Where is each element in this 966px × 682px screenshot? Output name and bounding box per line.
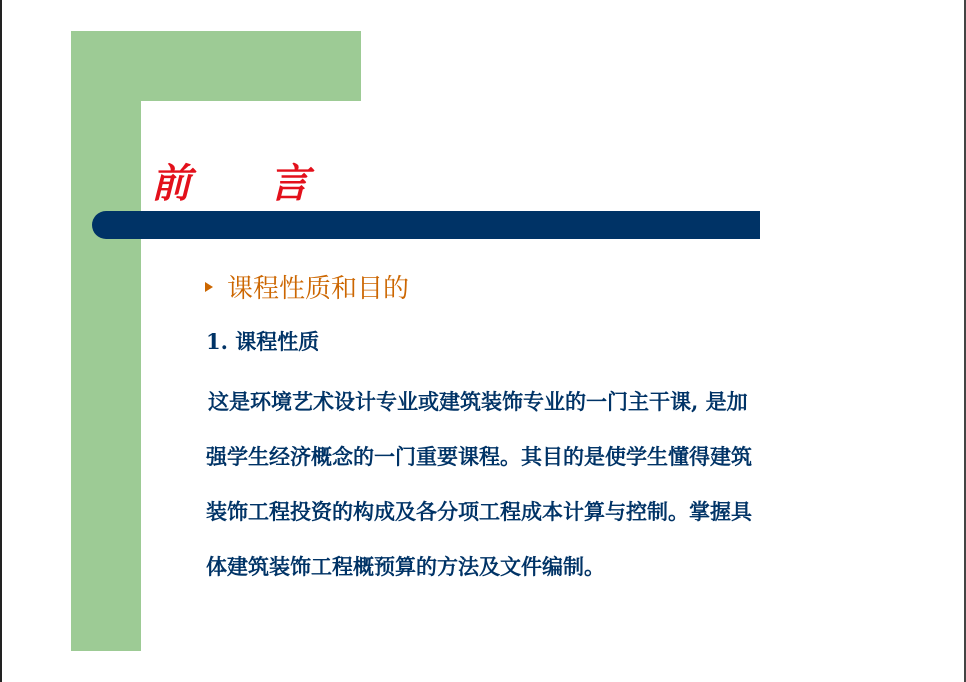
paragraph-line-1: 这是环境艺术设计专业或建筑装饰专业的一门主干课, 是加 <box>208 389 748 414</box>
slide-title <box>151 152 309 209</box>
triangle-bullet-icon <box>205 282 213 292</box>
green-frame-top <box>71 31 361 101</box>
subtitle-bullet-line <box>205 268 409 305</box>
slide-subtitle: 课程性质和目的 <box>227 274 410 304</box>
paragraph-line-4: 体建筑装饰工程概预算的方法及文件编制。 <box>206 554 605 579</box>
paragraph-line-2: 强学生经济概念的一门重要课程。其目的是使学生懂得建筑 <box>206 444 752 469</box>
green-frame-vertical <box>71 31 141 651</box>
title-char-1: 前 <box>151 160 191 207</box>
title-char-2: 言 <box>269 160 309 207</box>
paragraph-line-3: 装饰工程投资的构成及各分项工程成本计算与控制。掌握具 <box>206 499 752 524</box>
left-border <box>0 0 2 682</box>
title-underline-bar <box>92 211 760 239</box>
section-heading: 1. 课程性质 <box>206 329 320 354</box>
